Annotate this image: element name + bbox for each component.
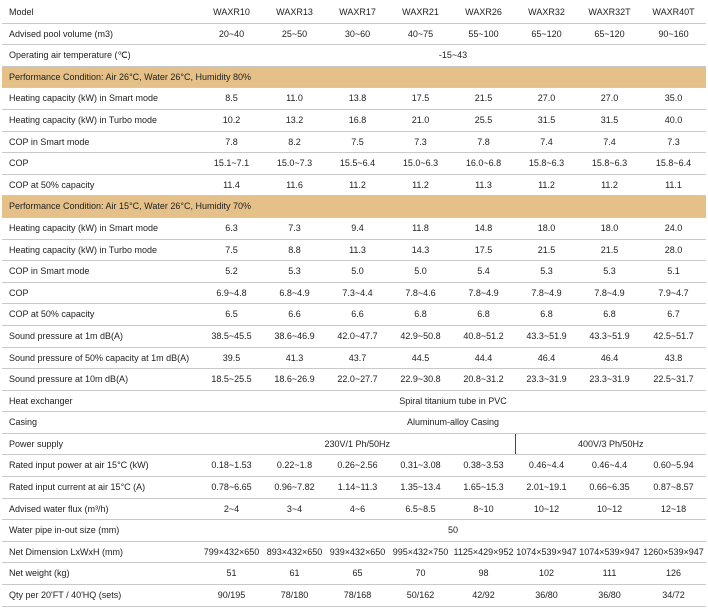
table-cell: 6.9~4.8: [200, 282, 263, 304]
table-cell: 13.2: [263, 109, 326, 131]
table-cell: 11.1: [641, 174, 706, 196]
table-cell: 0.46~4.4: [578, 455, 641, 477]
row-label: COP: [2, 282, 200, 304]
table-cell: 5.4: [452, 261, 515, 283]
column-header: WAXR40T: [641, 2, 706, 23]
table-cell: 8.5: [200, 88, 263, 110]
spec-table-body: [2, 23, 706, 606]
table-cell: 43.3~51.9: [515, 325, 578, 347]
table-cell: 1.65~15.3: [452, 477, 515, 499]
spec-table: [2, 2, 706, 607]
row-label: Heating capacity (kW) in Smart mode: [2, 88, 200, 110]
table-cell: 799×432×650: [200, 541, 263, 563]
table-cell: 18.5~25.5: [200, 369, 263, 391]
table-cell: 22.5~31.7: [641, 369, 706, 391]
column-header: Model: [2, 2, 200, 23]
table-cell: 0.78~6.65: [200, 477, 263, 499]
table-cell: 30~60: [326, 23, 389, 45]
row-label: Net Dimension LxWxH (mm): [2, 541, 200, 563]
table-row: [2, 109, 706, 131]
row-label: Power supply: [2, 433, 200, 455]
table-row: [2, 520, 706, 542]
table-cell: 6.7: [641, 304, 706, 326]
table-cell: 6.3: [200, 217, 263, 239]
table-cell: 90/195: [200, 585, 263, 607]
table-row: [2, 347, 706, 369]
table-cell: 65: [326, 563, 389, 585]
table-cell: 5.3: [515, 261, 578, 283]
condition-label: Performance Condition: Air 26°C, Water 26°C, Humidity 80%: [2, 66, 706, 88]
column-header: WAXR32T: [578, 2, 641, 23]
table-row: [2, 261, 706, 283]
spanning-value: Spiral titanium tube in PVC: [200, 390, 706, 412]
table-row: [2, 585, 706, 607]
table-cell: 0.66~6.35: [578, 477, 641, 499]
table-cell: 0.31~3.08: [389, 455, 452, 477]
table-cell: 42.0~47.7: [326, 325, 389, 347]
table-cell: 6.5: [200, 304, 263, 326]
table-cell: 5.0: [389, 261, 452, 283]
table-cell: 14.8: [452, 217, 515, 239]
table-cell: 25~50: [263, 23, 326, 45]
row-label: Water pipe in-out size (mm): [2, 520, 200, 542]
row-label: Sound pressure at 1m dB(A): [2, 325, 200, 347]
table-cell: 90~160: [641, 23, 706, 45]
table-cell: 10~12: [578, 498, 641, 520]
table-row: [2, 217, 706, 239]
table-cell: 15.8~6.4: [641, 153, 706, 175]
table-cell: 24.0: [641, 217, 706, 239]
table-cell: 17.5: [452, 239, 515, 261]
condition-row: [2, 196, 706, 218]
table-cell: 25.5: [452, 109, 515, 131]
table-cell: 7.3: [389, 131, 452, 153]
table-cell: 5.3: [578, 261, 641, 283]
table-row: [2, 304, 706, 326]
row-label: Heating capacity (kW) in Turbo mode: [2, 109, 200, 131]
table-cell: 11.0: [263, 88, 326, 110]
table-cell: 39.5: [200, 347, 263, 369]
table-cell: 12~18: [641, 498, 706, 520]
table-cell: 21.5: [452, 88, 515, 110]
table-cell: 939×432×650: [326, 541, 389, 563]
table-cell: 15.8~6.3: [578, 153, 641, 175]
table-cell: 70: [389, 563, 452, 585]
table-cell: 21.5: [515, 239, 578, 261]
table-cell: 7.8~4.9: [452, 282, 515, 304]
table-cell: 7.4: [578, 131, 641, 153]
row-label: Advised water flux (m³/h): [2, 498, 200, 520]
table-cell: 11.2: [326, 174, 389, 196]
table-cell: 28.0: [641, 239, 706, 261]
table-row: [2, 174, 706, 196]
table-cell: 41.3: [263, 347, 326, 369]
table-cell: 7.3~4.4: [326, 282, 389, 304]
row-label: COP at 50% capacity: [2, 174, 200, 196]
table-cell: 6.5~8.5: [389, 498, 452, 520]
row-label: Sound pressure of 50% capacity at 1m dB(A): [2, 347, 200, 369]
column-header: WAXR21: [389, 2, 452, 23]
table-cell: 5.0: [326, 261, 389, 283]
table-cell: 18.0: [515, 217, 578, 239]
table-cell: 20.8~31.2: [452, 369, 515, 391]
table-row: [2, 563, 706, 585]
table-cell: 11.2: [578, 174, 641, 196]
table-cell: 6.6: [326, 304, 389, 326]
table-cell: 7.8: [200, 131, 263, 153]
condition-row: [2, 66, 706, 88]
table-row: [2, 477, 706, 499]
row-label: Net weight (kg): [2, 563, 200, 585]
table-cell: 995×432×750: [389, 541, 452, 563]
table-cell: 10.2: [200, 109, 263, 131]
table-row: [2, 131, 706, 153]
table-cell: 1.35~13.4: [389, 477, 452, 499]
table-cell: 111: [578, 563, 641, 585]
table-cell: 7.8: [452, 131, 515, 153]
table-cell: 46.4: [578, 347, 641, 369]
table-cell: 2.01~19.1: [515, 477, 578, 499]
table-cell: 17.5: [389, 88, 452, 110]
row-label: Rated input current at air 15°C (A): [2, 477, 200, 499]
table-cell: 0.60~5.94: [641, 455, 706, 477]
table-cell: 0.26~2.56: [326, 455, 389, 477]
table-cell: 0.22~1.8: [263, 455, 326, 477]
table-cell: 11.2: [389, 174, 452, 196]
table-cell: 1.14~11.3: [326, 477, 389, 499]
table-cell: 6.8: [515, 304, 578, 326]
table-cell: 43.3~51.9: [578, 325, 641, 347]
table-cell: 23.3~31.9: [578, 369, 641, 391]
table-cell: 36/80: [515, 585, 578, 607]
table-cell: 15.0~7.3: [263, 153, 326, 175]
table-cell: 61: [263, 563, 326, 585]
table-cell: 42.9~50.8: [389, 325, 452, 347]
table-cell: 13.8: [326, 88, 389, 110]
header-row: [2, 2, 706, 23]
table-cell: 23.3~31.9: [515, 369, 578, 391]
table-cell: 15.1~7.1: [200, 153, 263, 175]
table-cell: 11.4: [200, 174, 263, 196]
table-cell: 5.1: [641, 261, 706, 283]
table-cell: 11.3: [326, 239, 389, 261]
table-cell: 36/80: [578, 585, 641, 607]
table-cell: 27.0: [515, 88, 578, 110]
table-cell: 11.2: [515, 174, 578, 196]
table-cell: 22.9~30.8: [389, 369, 452, 391]
table-cell: 15.5~6.4: [326, 153, 389, 175]
table-cell: 15.8~6.3: [515, 153, 578, 175]
table-cell: 35.0: [641, 88, 706, 110]
table-cell: 4~6: [326, 498, 389, 520]
spanning-value: -15~43: [200, 45, 706, 67]
table-cell: 11.3: [452, 174, 515, 196]
table-cell: 102: [515, 563, 578, 585]
row-label: Qty per 20'FT / 40'HQ (sets): [2, 585, 200, 607]
row-label: Heat exchanger: [2, 390, 200, 412]
spanning-value: 50: [200, 520, 706, 542]
table-row: [2, 412, 706, 434]
table-cell: 8.2: [263, 131, 326, 153]
table-cell: 6.6: [263, 304, 326, 326]
table-cell: 9.4: [326, 217, 389, 239]
table-cell: 50/162: [389, 585, 452, 607]
table-cell: 40.0: [641, 109, 706, 131]
table-cell: 65~120: [515, 23, 578, 45]
table-cell: 1125×429×952: [452, 541, 515, 563]
table-cell: 7.3: [263, 217, 326, 239]
power-three-phase: 400V/3 Ph/50Hz: [515, 433, 706, 455]
table-cell: 98: [452, 563, 515, 585]
column-header: WAXR10: [200, 2, 263, 23]
table-cell: 38.6~46.9: [263, 325, 326, 347]
table-cell: 3~4: [263, 498, 326, 520]
table-cell: 46.4: [515, 347, 578, 369]
table-cell: 1074×539×947: [515, 541, 578, 563]
table-cell: 31.5: [515, 109, 578, 131]
table-cell: 55~100: [452, 23, 515, 45]
table-cell: 6.8: [452, 304, 515, 326]
column-header: WAXR32: [515, 2, 578, 23]
row-label: Casing: [2, 412, 200, 434]
table-cell: 44.5: [389, 347, 452, 369]
power-single-phase: 230V/1 Ph/50Hz: [200, 433, 515, 455]
table-cell: 7.5: [200, 239, 263, 261]
table-cell: 42/92: [452, 585, 515, 607]
table-cell: 8~10: [452, 498, 515, 520]
table-row: [2, 369, 706, 391]
table-row: [2, 239, 706, 261]
table-cell: 18.6~26.9: [263, 369, 326, 391]
table-cell: 7.9~4.7: [641, 282, 706, 304]
table-cell: 126: [641, 563, 706, 585]
table-cell: 22.0~27.7: [326, 369, 389, 391]
row-label: Sound pressure at 10m dB(A): [2, 369, 200, 391]
table-cell: 7.8~4.9: [515, 282, 578, 304]
table-cell: 78/180: [263, 585, 326, 607]
table-cell: 42.5~51.7: [641, 325, 706, 347]
table-cell: 43.8: [641, 347, 706, 369]
table-cell: 43.7: [326, 347, 389, 369]
table-cell: 38.5~45.5: [200, 325, 263, 347]
table-row: [2, 541, 706, 563]
table-cell: 31.5: [578, 109, 641, 131]
table-cell: 0.96~7.82: [263, 477, 326, 499]
table-cell: 0.46~4.4: [515, 455, 578, 477]
table-cell: 1260×539×947: [641, 541, 706, 563]
table-cell: 11.6: [263, 174, 326, 196]
row-label: COP in Smart mode: [2, 261, 200, 283]
table-cell: 16.8: [326, 109, 389, 131]
table-row: [2, 153, 706, 175]
table-row: [2, 88, 706, 110]
table-cell: 2~4: [200, 498, 263, 520]
table-cell: 6.8: [389, 304, 452, 326]
row-label: Advised pool volume (m3): [2, 23, 200, 45]
table-row: [2, 433, 706, 455]
table-row: [2, 23, 706, 45]
table-cell: 10~12: [515, 498, 578, 520]
table-cell: 34/72: [641, 585, 706, 607]
table-row: [2, 282, 706, 304]
table-cell: 20~40: [200, 23, 263, 45]
table-cell: 1074×539×947: [578, 541, 641, 563]
table-cell: 40~75: [389, 23, 452, 45]
table-cell: 7.8~4.6: [389, 282, 452, 304]
row-label: Operating air temperature (℃): [2, 45, 200, 67]
table-cell: 40.8~51.2: [452, 325, 515, 347]
column-header: WAXR13: [263, 2, 326, 23]
row-label: Heating capacity (kW) in Smart mode: [2, 217, 200, 239]
table-cell: 14.3: [389, 239, 452, 261]
condition-label: Performance Condition: Air 15°C, Water 26°C, Humidity 70%: [2, 196, 706, 218]
row-label: Rated input power at air 15°C (kW): [2, 455, 200, 477]
table-cell: 7.3: [641, 131, 706, 153]
table-cell: 7.4: [515, 131, 578, 153]
table-cell: 21.5: [578, 239, 641, 261]
table-cell: 7.5: [326, 131, 389, 153]
table-cell: 0.38~3.53: [452, 455, 515, 477]
table-cell: 893×432×650: [263, 541, 326, 563]
table-cell: 7.8~4.9: [578, 282, 641, 304]
table-cell: 51: [200, 563, 263, 585]
table-cell: 0.87~8.57: [641, 477, 706, 499]
table-cell: 5.2: [200, 261, 263, 283]
row-label: COP: [2, 153, 200, 175]
table-cell: 27.0: [578, 88, 641, 110]
table-cell: 18.0: [578, 217, 641, 239]
table-cell: 6.8: [578, 304, 641, 326]
column-header: WAXR17: [326, 2, 389, 23]
table-cell: 15.0~6.3: [389, 153, 452, 175]
table-row: [2, 45, 706, 67]
table-cell: 11.8: [389, 217, 452, 239]
table-row: [2, 325, 706, 347]
table-row: [2, 455, 706, 477]
table-cell: 5.3: [263, 261, 326, 283]
table-cell: 65~120: [578, 23, 641, 45]
table-cell: 78/168: [326, 585, 389, 607]
row-label: Heating capacity (kW) in Turbo mode: [2, 239, 200, 261]
row-label: COP at 50% capacity: [2, 304, 200, 326]
table-cell: 8.8: [263, 239, 326, 261]
spanning-value: Aluminum-alloy Casing: [200, 412, 706, 434]
table-cell: 6.8~4.9: [263, 282, 326, 304]
table-cell: 44.4: [452, 347, 515, 369]
table-cell: 0.18~1.53: [200, 455, 263, 477]
table-row: [2, 390, 706, 412]
row-label: COP in Smart mode: [2, 131, 200, 153]
table-cell: 21.0: [389, 109, 452, 131]
column-header: WAXR26: [452, 2, 515, 23]
table-row: [2, 498, 706, 520]
table-cell: 16.0~6.8: [452, 153, 515, 175]
